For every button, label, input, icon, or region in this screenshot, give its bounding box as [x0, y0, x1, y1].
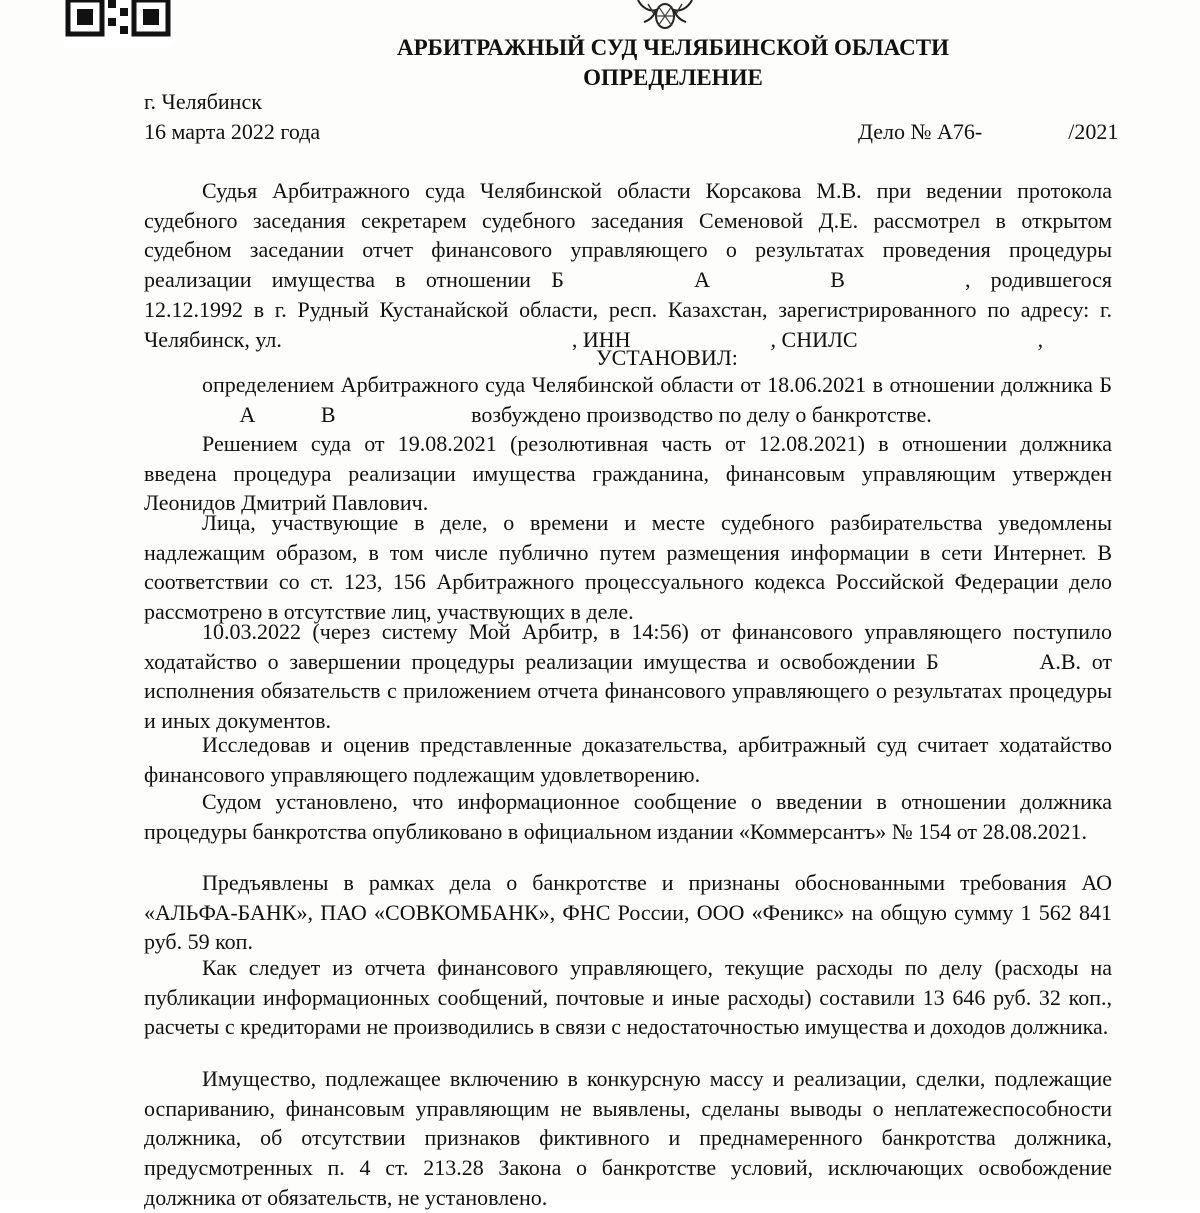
document-title: ОПРЕДЕЛЕНИЕ — [583, 65, 763, 90]
case-number — [858, 117, 1118, 147]
paragraph-4 — [144, 617, 1112, 736]
case-number-prefix: Дело № А76- — [858, 119, 983, 144]
paragraph-1 — [144, 370, 1112, 429]
debtor-initial-v: В — [830, 267, 845, 293]
paragraph-9 — [144, 1064, 1112, 1213]
paragraph-9-text: Имущество, подлежащее включению в конкурсную массу и реализации, сделки, подлежащие оспариванию, финансовым управляющим не выявлены, сделаны выводы о неплатежеспособности должника, об отсутствии признаков фиктивного и преднамеренного банкротства должника, предусмотренных п. 4 ст. 213.28 Закона о банкротстве условий, исключающих освобождение должника от обязательств, не установлено. — [144, 1066, 1112, 1210]
paragraph-1-end: возбуждено производство по делу о банкротстве. — [471, 401, 932, 427]
paragraph-5 — [144, 730, 1112, 789]
date: 16 марта 2022 года — [144, 119, 321, 144]
p4-initial-b: Б — [926, 648, 939, 674]
debtor-initial-a: А — [694, 267, 710, 293]
paragraph-7-text: Предъявлены в рамках дела о банкротстве и признаны обоснованными требования АО «АЛЬФА-БАНК», ПАО «СОВКОМБАНК», ФНС России, ООО «Феникс» на общую сумму 1 562 841 руб. 59 коп. — [144, 870, 1112, 955]
p1-initial-a: А — [239, 401, 256, 427]
p1-initial-b: Б — [1099, 372, 1112, 397]
paragraph-2 — [144, 429, 1112, 518]
paragraph-8-text: Как следует из отчета финансового управляющего, текущие расходы по делу (расходы на публикации информационных сообщений, почтовые и иные расходы) составили 13 646 руб. 32 коп., расчеты с кредиторами не производились в связи с недостаточностью имущества и доходов должника. — [144, 955, 1112, 1040]
paragraph-7 — [144, 868, 1112, 957]
paragraph-6 — [144, 787, 1112, 846]
p1-initial-v: В — [320, 401, 336, 427]
paragraph-1-start: определением Арбитражного суда Челябинской области от 18.06.2021 в отношении должника — [202, 372, 1093, 397]
paragraph-8 — [144, 953, 1112, 1042]
intro-born-text: , родившегося 12.12.1992 в г. Рудный Кустанайской области, респ. Казахстан, зарегистрированного по адресу: г. Челябинск, ул. — [144, 267, 1113, 352]
established-heading: УСТАНОВИЛ: — [596, 345, 738, 370]
intro-text: Судья Арбитражного суда Челябинской области Корсакова М.В. при ведении протокола судебного заседания секретарем судебного заседания Семеновой Д.Е. рассмотрел в открытом судебном заседании отчет финансового управляющего о результатах проведения процедуры реализации имущества в отношении — [144, 178, 1112, 293]
paragraph-5-text: Исследовав и оценив представленные доказательства, арбитражный суд считает ходатайство финансового управляющего подлежащим удовлетворению. — [144, 732, 1112, 787]
paragraph-4-end: от исполнения обязательств с приложением отчета финансового управляющего о результатах процедуры и иных документов. — [144, 648, 1113, 734]
paragraph-3 — [144, 508, 1112, 627]
intro-paragraph — [144, 176, 1112, 354]
paragraph-2-text: Решением суда от 19.08.2021 (резолютивная часть от 12.08.2021) в отношении должника введена процедура реализации имущества гражданина, финансовым управляющим утвержден Леонидов Дмитрий Павлович. — [144, 431, 1112, 516]
paragraph-4-start: 10.03.2022 (через систему Мой Арбитр, в 14:56) от финансового управляющего поступило ходатайство о завершении процедуры реализации имущества и освобождении — [144, 619, 1112, 674]
intro-snils-label: , СНИЛС — [770, 326, 858, 352]
p4-initials-av: А.В. — [1039, 648, 1081, 674]
intro-inn-label: , ИНН — [571, 326, 631, 352]
paragraph-6-text: Судом установлено, что информационное сообщение о введении в отношении должника процедуры банкротства опубликовано в официальном издании «Коммерсантъ» № 154 от 28.08.2021. — [144, 789, 1112, 844]
coat-of-arms-emblem-icon — [632, 0, 698, 30]
intro-end: , — [1037, 326, 1044, 352]
city: г. Челябинск — [144, 89, 262, 114]
paragraph-3-text: Лица, участвующие в деле, о времени и месте судебного разбирательства уведомлены надлежащим образом, в том числе публично путем размещения информации в сети Интернет. В соответствии со ст. 123, 156 Арбитражного процессуального кодекса Российской Федерации дело рассмотрено в отсутствие лиц, участвующих в деле. — [144, 510, 1112, 625]
debtor-initial-b: Б — [551, 267, 564, 293]
court-name: АРБИТРАЖНЫЙ СУД ЧЕЛЯБИНСКОЙ ОБЛАСТИ — [397, 35, 949, 60]
case-number-year: /2021 — [1068, 119, 1119, 144]
